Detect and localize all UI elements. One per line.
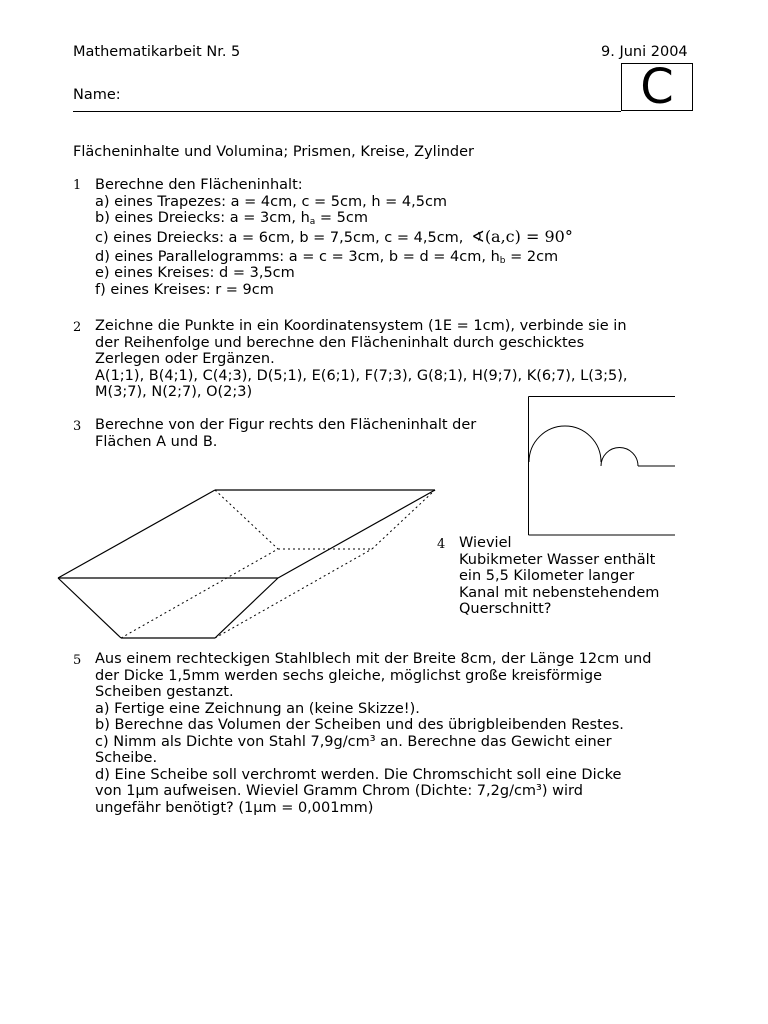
item-text: d) eines Parallelogramms: a = c = 3cm, b = d = 4cm, h <box>95 248 500 265</box>
task-line: Scheibe. <box>95 750 158 766</box>
task-4 <box>459 535 659 618</box>
task-line: A(1;1), B(4;1), C(4;3), D(5;1), E(6;1), F(7;3), G(8;1), H(9;7), K(6;7), L(3;5), <box>95 367 628 384</box>
item-text: = 5cm <box>315 210 368 226</box>
task-item-c <box>95 227 573 249</box>
task-text: Berechne den Flächeninhalt: <box>95 177 303 193</box>
task-number: 5 <box>73 653 82 668</box>
header-divider <box>73 111 621 112</box>
angle-expression: ∢(a,c) = 90° <box>471 226 573 246</box>
task-line: Kubikmeter Wasser enthält <box>459 551 656 568</box>
task-line: Querschnitt? <box>459 601 552 617</box>
arc-figure <box>528 396 676 536</box>
item-text: b) eines Dreiecks: a = 3cm, h <box>95 210 310 226</box>
task-line: ein 5,5 Kilometer langer <box>459 568 635 584</box>
task-line: Berechne von der Figur rechts den Flächeninhalt der <box>95 417 477 433</box>
task-line: Flächen A und B. <box>95 433 218 450</box>
item-text: c) eines Dreiecks: a = 6cm, b = 7,5cm, c = 4,5cm, <box>95 229 464 246</box>
task-line: d) Eine Scheibe soll verchromt werden. Die Chromschicht soll eine Dicke <box>95 766 622 783</box>
task-3 <box>95 417 476 450</box>
task-number: 4 <box>437 537 446 552</box>
task-line: Aus einem rechteckigen Stahlblech mit der Breite 8cm, der Länge 12cm und <box>95 651 652 667</box>
task-line: ungefähr benötigt? (1µm = 0,001mm) <box>95 799 374 816</box>
topic-heading: Flächeninhalte und Volumina; Prismen, Kreise, Zylinder <box>73 144 474 160</box>
task-line: der Dicke 1,5mm werden sechs gleiche, möglichst große kreisförmige <box>95 667 603 684</box>
task-line: von 1µm aufweisen. Wieviel Gramm Chrom (Dichte: 7,2g/cm³) wird <box>95 783 583 799</box>
task-item-e: e) eines Kreises: d = 3,5cm <box>95 265 295 281</box>
task-number: 3 <box>73 419 82 434</box>
canal-prism-figure <box>55 488 440 643</box>
worksheet-title: Mathematikarbeit Nr. 5 <box>73 44 241 60</box>
item-text: = 2cm <box>505 248 559 265</box>
task-item-f: f) eines Kreises: r = 9cm <box>95 281 274 298</box>
task-5 <box>95 651 651 816</box>
task-item-b <box>95 210 573 227</box>
task-line: M(3;7), N(2;7), O(2;3) <box>95 384 253 400</box>
task-number: 2 <box>73 320 82 335</box>
name-label: Name: <box>73 87 121 103</box>
task-line: b) Berechne das Volumen der Scheiben und des übrigbleibenden Restes. <box>95 717 624 733</box>
task-line: Zerlegen oder Ergänzen. <box>95 351 275 367</box>
task-item-a: a) eines Trapezes: a = 4cm, c = 5cm, h = 4,5cm <box>95 193 448 210</box>
worksheet-date: 9. Juni 2004 <box>601 44 688 60</box>
task-number: 1 <box>73 178 82 193</box>
task-line: Scheiben gestanzt. <box>95 684 234 700</box>
task-2 <box>95 318 627 401</box>
task-line: Wieviel <box>459 535 512 551</box>
version-box <box>621 59 693 115</box>
version-letter: C <box>640 59 674 115</box>
task-line: Zeichne die Punkte in ein Koordinatensystem (1E = 1cm), verbinde sie in <box>95 318 627 334</box>
task-line: a) Fertige eine Zeichnung an (keine Skizze!). <box>95 700 420 717</box>
task-1 <box>95 177 573 298</box>
subscript: b <box>499 255 506 266</box>
subscript: a <box>309 217 316 227</box>
task-item-d <box>95 249 573 266</box>
task-line: c) Nimm als Dichte von Stahl 7,9g/cm³ an. Berechne das Gewicht einer <box>95 733 612 750</box>
task-line: der Reihenfolge und berechne den Flächeninhalt durch geschicktes <box>95 334 585 351</box>
task-line: Kanal mit nebenstehendem <box>459 584 660 601</box>
